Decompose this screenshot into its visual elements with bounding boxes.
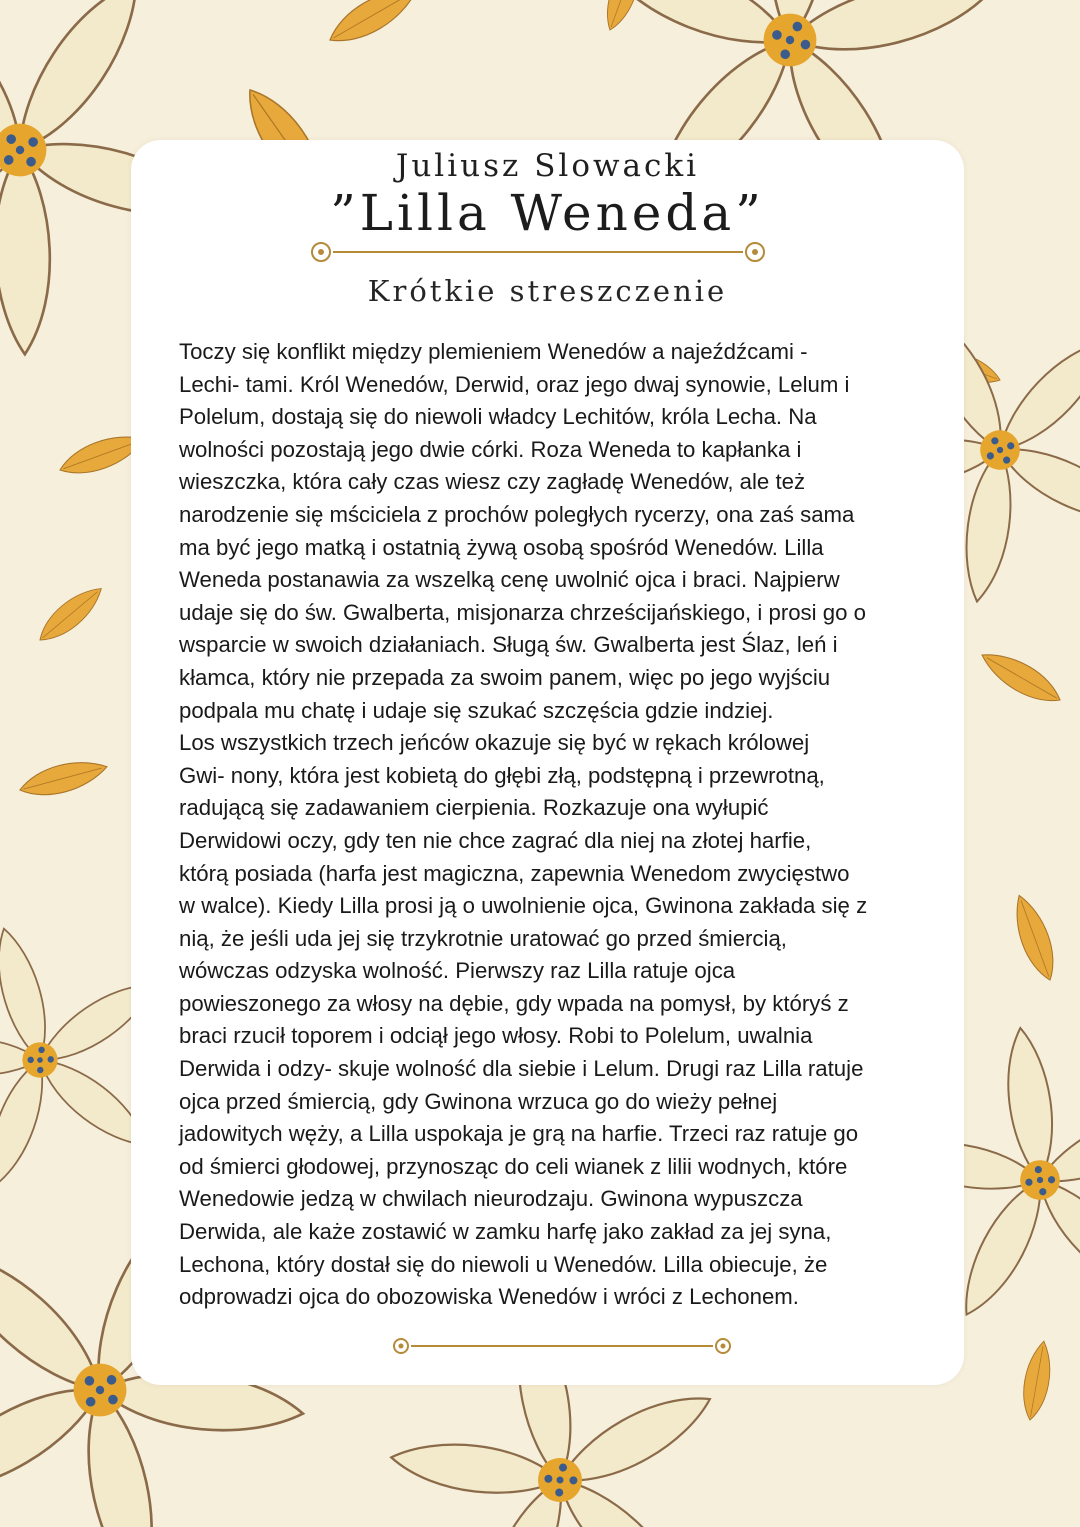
ornament-divider-bottom: [387, 1334, 737, 1358]
subtitle: Krótkie streszczenie: [367, 274, 728, 308]
work-title: ”Lilla Weneda”: [330, 184, 765, 242]
summary-card: [131, 140, 964, 1385]
summary-paragraph: [179, 336, 959, 1314]
summary-paragraph-2: Los wszystkich trzech jeńców okazuje się być w rękach królowej Gwi- nony, która jest kobietą do głębi złą, podstępną i przewrotną, radującą się zadawaniem cierpienia. Rozkazuje ona wyłupić Derwidowi oczy, gdy ten nie chce zagrać dla niej na złotej harfie, którą posiada (harfa jest magiczna, zapewnia Wenedom zwycięstwo w walce). Kiedy Lilla prosi ją o uwolnienie ojca, Gwinona zakłada się z nią, że jeśli uda jej się trzykrotnie uratować go przed śmiercią, wówczas odzyska wolność. Pierwszy raz Lilla ratuje ojca powieszonego za włosy na dębie, gdy wpada na pomysł, by któryś z braci rzucił toporem i odciął jego włosy. Robi to Polelum, uwalnia Derwida i odzy- skuje wolność dla siebie i Lelum. Drugi raz Lilla ratuje ojca przed śmiercią, gdy Gwinona wrzuca go do wieży pełnej jadowitych węży, a Lilla uspokaja je grą na harfie. Trzeci raz ratuje go od śmierci głodowej, przynosząc do celi wianek z lilii wodnych, które Wenedowie jedzą w chwilach nieurodzaju. Gwinona wypuszcza Derwida, ale każe zostawić w zamku harfę jako zakład za jej syna, Lechona, który dostał się do niewoli u Wenedów. Lilla obiecuje, że odprowadzi ojca do obozowiska Wenedów i wróci z Lechonem.: [179, 730, 868, 1310]
ornament-divider-top: [303, 237, 773, 267]
summary-paragraph-1: Toczy się konflikt między plemieniem Wenedów a najeźdźcami - Lechi- tami. Król Wenedów, Derwid, oraz jego dwaj synowie, Lelum i Polelum, dostają się do niewoli władcy Lechitów, króla Lecha. Na wolności pozostają jego dwie córki. Roza Weneda to kapłanka i wieszczka, która cały czas wiesz czy zagładę Wenedów, ale też narodzenie się mściciela z prochów poległych rycerzy, ona zaś sama ma być jego matką i ostatnią żywą osobą spośród Wenedów. Lilla Weneda postanawia za wszelką cenę uwolnić ojca i braci. Najpierw udaje się do św. Gwalberta, misjonarza chrześcijańskiego, i prosi go o wsparcie w swoich działaniach. Sługą św. Gwalberta jest Ślaz, leń i kłamca, który nie przepada za swoim panem, więc po jego wyjściu podpala mu chatę i udaje się szukać szczęścia gdzie indziej.: [179, 339, 866, 723]
author-name: Juliusz Slowacki: [395, 148, 700, 184]
